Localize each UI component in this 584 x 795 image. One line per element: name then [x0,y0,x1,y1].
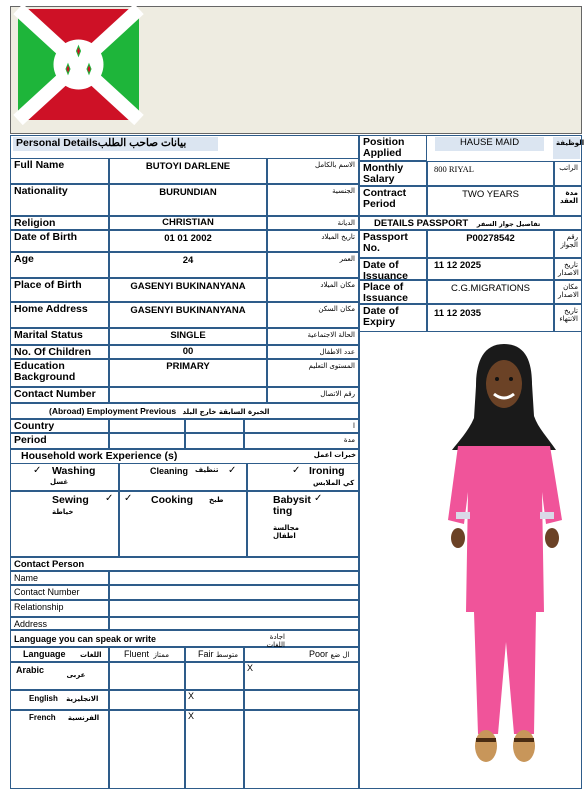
cp-name-label: Name [10,571,109,585]
lang-header-fair-text: Fair [198,649,214,659]
expiry-label: Date of Expiry [359,304,427,332]
contract-ar: مدة العقد [554,186,582,216]
nationality-ar: الجنسية [267,184,359,216]
ironing-ar: كي الملابس [313,479,355,487]
marital-label: Marital Status [10,328,109,345]
english-fluent[interactable] [109,690,185,710]
dob-ar: تاريخ الميلاد [267,230,359,252]
expiry-value[interactable]: 11 12 2035 [427,304,554,332]
position-ar: الوظيفة [553,137,580,159]
passport-no-label: Passport No. [359,230,427,258]
washing-check-icon: ✓ [33,465,42,476]
nationality-value[interactable]: BURUNDIAN [109,184,267,216]
cooking-check-icon: ✓ [124,493,133,504]
cp-relationship-value[interactable] [109,600,359,617]
period-value-1[interactable] [109,433,185,449]
issue-date-value[interactable]: 11 12 2025 [427,258,554,280]
household-title-ar: خبرات اعمل [313,451,356,459]
applicant-photo [438,342,570,774]
header-banner [10,6,582,134]
arabic-label: Arabic [16,665,45,675]
ironing-cell[interactable] [247,463,359,491]
lang-header-poor-ar: ال ضع [330,651,350,659]
salary-label: Monthly Salary [359,161,427,186]
contact-person-title: Contact Person [10,557,359,571]
issue-date-label: Date of Issuance [359,258,427,280]
education-value[interactable]: PRIMARY [109,359,267,387]
contract-value[interactable]: TWO YEARS [427,186,554,216]
sewing-ar: خياطة [52,508,74,516]
marital-value[interactable]: SINGLE [109,328,267,345]
cleaning-cell[interactable] [119,463,247,491]
abroad-title-ar: الخبرة السابقة خارج البلد [182,408,270,416]
household-title: Household work Experience (s) [10,449,359,463]
sewing-cell[interactable] [10,491,119,557]
french-label: French [29,713,56,722]
sewing-label: Sewing [52,494,89,506]
full-name-value[interactable]: BUTOYI DARLENE [109,158,267,184]
lang-header-language-ar: اللغات [80,651,102,659]
children-ar: عدد الاطفال [267,345,359,359]
full-name-ar: الاسم بالكامل [267,158,359,184]
english-poor[interactable] [244,690,359,710]
position-label: Position Applied [359,135,427,161]
english-label: English [29,694,58,703]
address-ar: مكان السكن [267,302,359,328]
education-label: Education Background [10,359,109,387]
cleaning-ar: تنظيف [195,466,219,474]
address-value[interactable]: GASENYI BUKINANYANA [109,302,267,328]
ironing-label: Ironing [309,465,345,477]
personal-details-title: Personal Detailsبيانات صاحب الطلب [13,137,218,151]
languages-title-ar: اجادة اللغات [266,633,285,649]
pob-value[interactable]: GASENYI BUKINANYANA [109,278,267,302]
babysitting-label: Babysit ting [273,494,311,517]
passport-title-ar: تفاصيل جواز السفر [476,220,541,228]
lang-header-fluent-ar: ممتاز [153,651,169,659]
full-name-label: Full Name [10,158,109,184]
pob-label: Place of Birth [10,278,109,302]
burundi-flag-icon [18,9,139,120]
lang-row-english [10,690,109,710]
contact-number-value[interactable] [109,387,267,403]
cooking-label: Cooking [151,494,193,506]
period-label: Period [10,433,109,449]
lang-header-language-text: Language [23,649,66,659]
lang-header-fair [185,647,244,662]
passport-no-value[interactable]: P00278542 [427,230,554,258]
country-label: Country [10,419,109,433]
country-value-2[interactable] [185,419,244,433]
religion-value[interactable]: CHRISTIAN [109,216,267,230]
contact-number-label: Contact Number [10,387,109,403]
age-label: Age [10,252,109,278]
passport-title-row [359,216,582,230]
period-value-2[interactable] [185,433,244,449]
lang-row-french [10,710,109,789]
salary-value[interactable]: 800 RIYAL [427,161,554,186]
issue-place-value[interactable]: C.G.MIGRATIONS [427,280,554,304]
washing-cell[interactable] [10,463,119,491]
period-ar: مدة [244,433,359,449]
ironing-check-icon: ✓ [292,465,301,476]
children-value[interactable]: 00 [109,345,267,359]
lang-header-language [10,647,109,662]
french-poor[interactable] [244,710,359,789]
passport-title: DETAILS PASSPORT [374,218,469,229]
lang-header-poor-text: Poor [309,649,329,659]
babysitting-cell[interactable] [247,491,359,557]
country-value-1[interactable] [109,419,185,433]
washing-label: Washing [52,465,96,477]
lang-header-poor [244,647,359,662]
children-label: No. Of Children [10,345,109,359]
issue-place-ar: مكان الاصدار [554,280,582,304]
lang-header-fair-ar: متوسط [216,651,239,659]
arabic-poor-mark[interactable]: X [244,662,359,690]
french-fair-mark[interactable]: X [185,710,244,789]
sewing-check-icon: ✓ [105,493,114,504]
address-label: Home Address [10,302,109,328]
cp-number-value[interactable] [109,585,359,600]
english-fair-mark[interactable]: X [185,690,244,710]
arabic-ar: عربى [66,671,86,679]
application-form [8,4,584,794]
cooking-cell[interactable] [119,491,247,557]
passport-no-ar: رقم الجواز [554,230,582,258]
languages-title: Language you can speak or write [10,630,359,647]
education-ar: المستوى التعليم [267,359,359,387]
pob-ar: مكان الميلاد [267,278,359,302]
french-ar: الفرنسية [67,714,100,722]
babysitting-check-icon: ✓ [314,493,323,504]
dob-value[interactable]: 01 01 2002 [109,230,267,252]
nationality-label: Nationality [10,184,109,216]
lang-header-fluent [109,647,185,662]
country-ar: ا [244,419,359,433]
age-value[interactable]: 24 [109,252,267,278]
cp-name-value[interactable] [109,571,359,585]
arabic-fair[interactable] [185,662,244,690]
contact-number-ar: رقم الاتصال [267,387,359,403]
arabic-fluent[interactable] [109,662,185,690]
lang-row-arabic [10,662,109,690]
french-fluent[interactable] [109,710,185,789]
salary-ar: الراتب [554,161,582,186]
washing-ar: غسل [50,478,69,486]
abroad-title: (Abroad) Employment Previous [49,406,177,416]
age-ar: العمر [267,252,359,278]
religion-ar: الديانة [267,216,359,230]
religion-label: Religion [10,216,109,230]
lang-header-fluent-text: Fluent [124,649,150,659]
cleaning-check-icon: ✓ [228,465,237,476]
issue-place-label: Place of Issuance [359,280,427,304]
issue-date-ar: تاريخ الاصدار [554,258,582,280]
marital-ar: الحالة الاجتماعية [267,328,359,345]
cleaning-label: Cleaning [150,466,189,476]
position-value[interactable]: HAUSE MAID [435,137,544,151]
babysitting-ar: مجالسة اطفال [273,524,300,540]
cooking-ar: طبخ [209,496,224,504]
abroad-title-row [10,403,359,419]
cp-address-label: Address [10,617,109,630]
contract-label: Contract Period [359,186,427,216]
cp-relationship-label: Relationship [10,600,109,617]
expiry-ar: تاريخ الانتهاء [554,304,582,332]
cp-number-label: Contact Number [10,585,109,600]
dob-label: Date of Birth [10,230,109,252]
english-ar: الانجليزية [66,695,99,703]
cp-address-value[interactable] [109,617,359,630]
